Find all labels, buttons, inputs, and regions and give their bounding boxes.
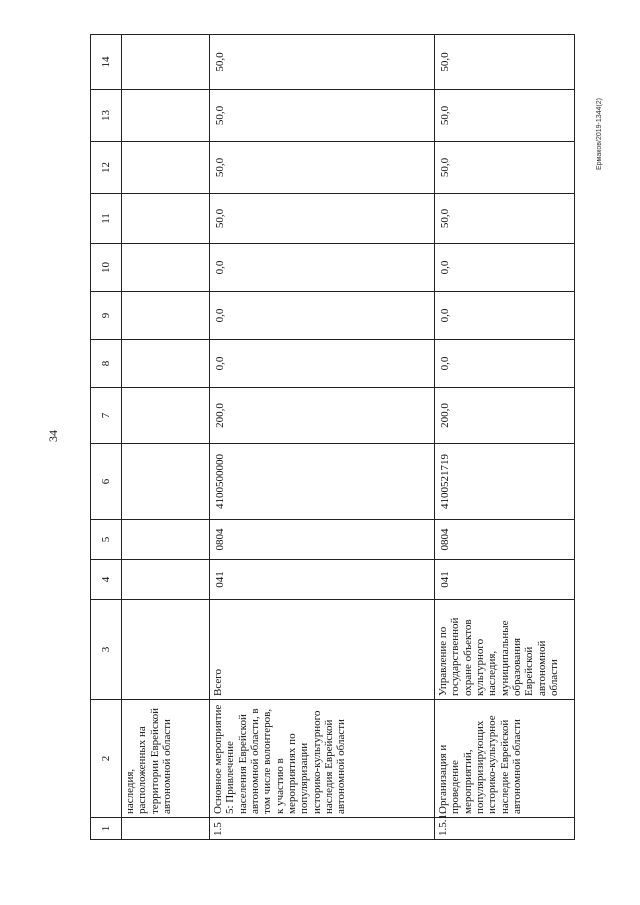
- cell-rzpr: [122, 520, 210, 560]
- cell-value: 50,0: [210, 35, 435, 90]
- budget-table: [90, 34, 575, 840]
- column-header: 6: [91, 444, 122, 520]
- cell-value: [122, 244, 210, 292]
- column-header: 13: [91, 90, 122, 142]
- column-header: 3: [91, 600, 122, 700]
- column-header: 10: [91, 244, 122, 292]
- page-number: 34: [46, 430, 60, 442]
- cell-value: 50,0: [210, 194, 435, 244]
- header-row: [91, 35, 122, 840]
- cell-value: [122, 35, 210, 90]
- cell-value: 0,0: [435, 244, 575, 292]
- cell-value: [122, 388, 210, 444]
- column-header: 8: [91, 340, 122, 388]
- column-header: 11: [91, 194, 122, 244]
- cell-grbs: 041: [210, 560, 435, 600]
- table-container: [90, 45, 575, 840]
- table-row: [122, 35, 210, 840]
- cell-value: 50,0: [435, 142, 575, 194]
- cell-csr: 4100500000: [210, 444, 435, 520]
- cell-value: 200,0: [435, 388, 575, 444]
- cell-value: 200,0: [210, 388, 435, 444]
- cell-value: [122, 292, 210, 340]
- table-row: [435, 35, 575, 840]
- cell-value: [122, 194, 210, 244]
- cell-value: [122, 90, 210, 142]
- column-header: 1: [91, 818, 122, 840]
- cell-value: 0,0: [435, 340, 575, 388]
- cell-name: Организация и проведение мероприятий, популяризирующих историко-культурное наследие Еврейской автономной области: [435, 700, 575, 818]
- cell-value: [122, 142, 210, 194]
- column-header: 14: [91, 35, 122, 90]
- cell-grbs: [122, 560, 210, 600]
- cell-executor: [122, 600, 210, 700]
- cell-num: [122, 818, 210, 840]
- cell-executor: Всего: [210, 600, 435, 700]
- column-header: 2: [91, 700, 122, 818]
- cell-value: 50,0: [210, 142, 435, 194]
- column-header: 12: [91, 142, 122, 194]
- table-row: [210, 35, 435, 840]
- cell-executor: Управление по государственной охране объектов культурного наследия, муниципальные образования Еврейской автономной области: [435, 600, 575, 700]
- cell-value: 0,0: [210, 292, 435, 340]
- cell-num: 1.5.1.: [435, 818, 575, 840]
- column-header: 5: [91, 520, 122, 560]
- cell-value: 50,0: [435, 35, 575, 90]
- column-header: 7: [91, 388, 122, 444]
- cell-value: 0,0: [210, 244, 435, 292]
- cell-name: Основное мероприятие 5: Привлечение населения Еврейской автономной области, в том числе волонтеров, к участию в мероприятиях по популяризации историко-культурного наследия Еврейской автономной области: [210, 700, 435, 818]
- cell-rzpr: 0804: [435, 520, 575, 560]
- cell-value: 0,0: [435, 292, 575, 340]
- cell-csr: 4100521719: [435, 444, 575, 520]
- cell-grbs: 041: [435, 560, 575, 600]
- cell-value: 50,0: [210, 90, 435, 142]
- cell-value: 50,0: [435, 194, 575, 244]
- cell-value: [122, 340, 210, 388]
- cell-value: 0,0: [210, 340, 435, 388]
- cell-rzpr: 0804: [210, 520, 435, 560]
- cell-name: наследия, расположенных на территории Еврейской автономной области: [122, 700, 210, 818]
- column-header: 9: [91, 292, 122, 340]
- column-header: 4: [91, 560, 122, 600]
- cell-num: 1.5: [210, 818, 435, 840]
- cell-value: 50,0: [435, 90, 575, 142]
- document-stamp: Ермаков/2019-1344(2): [596, 98, 603, 170]
- cell-csr: [122, 444, 210, 520]
